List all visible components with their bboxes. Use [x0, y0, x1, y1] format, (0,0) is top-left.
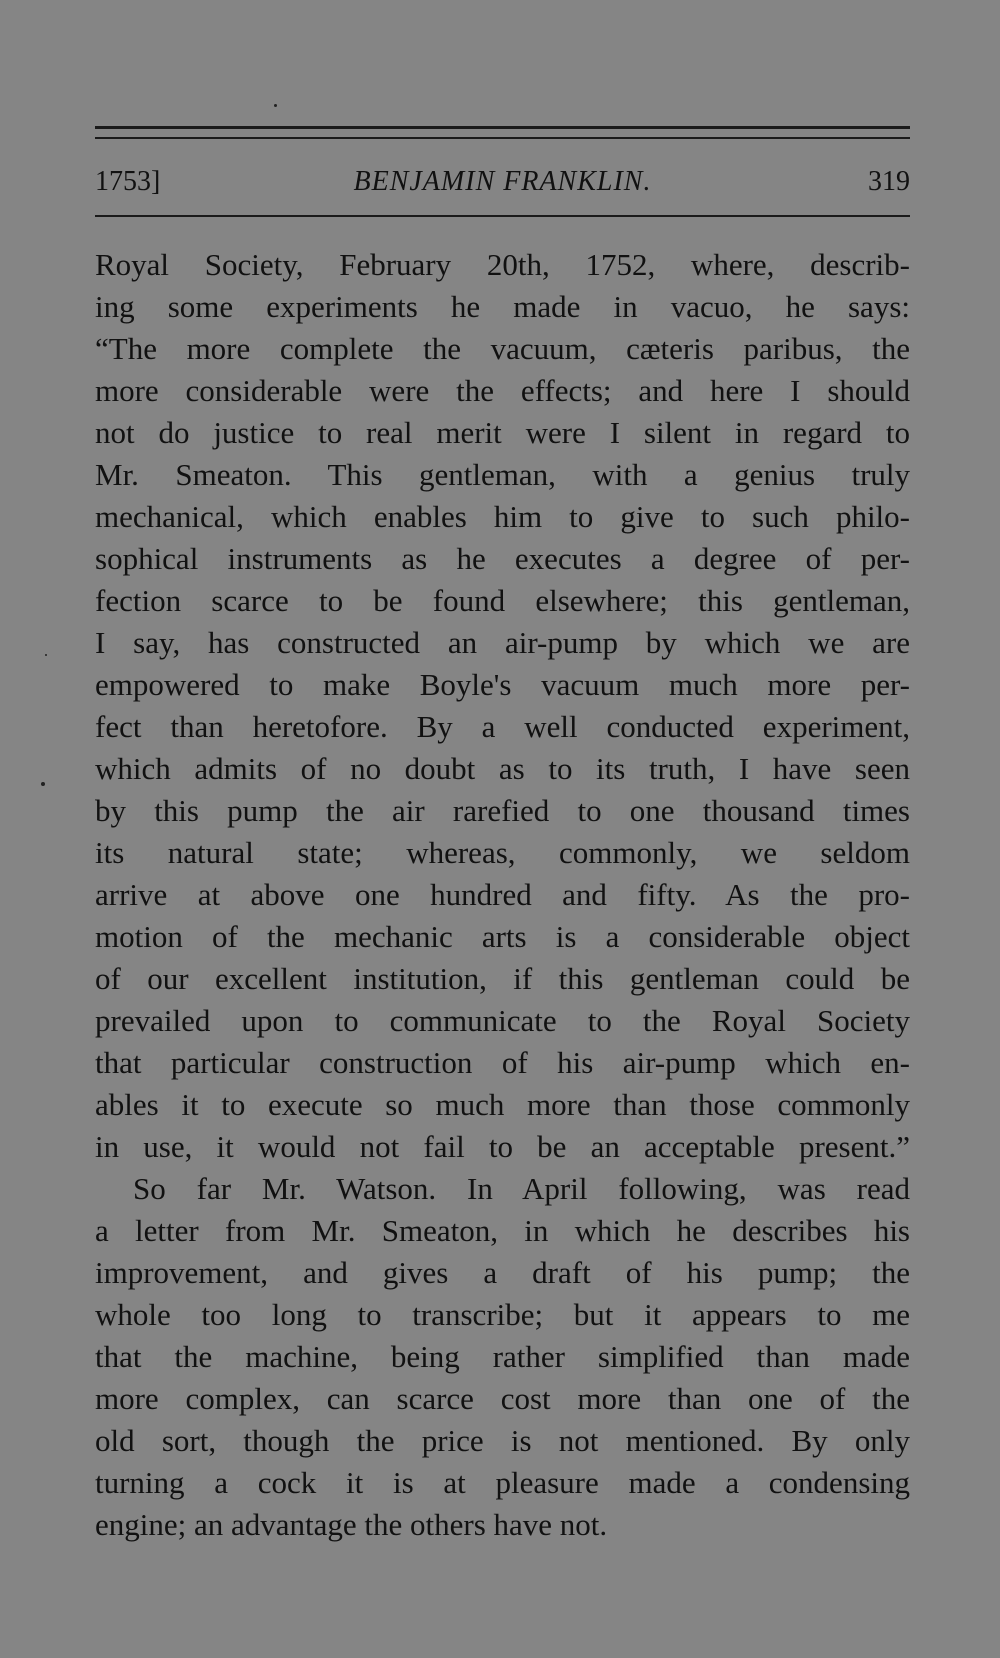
- text-line: empowered to make Boyle's vacuum much more per-: [95, 667, 910, 702]
- print-speck: [274, 104, 277, 107]
- text-line: sophical instruments as he executes a degree of per-: [95, 541, 910, 576]
- header-title: BENJAMIN FRANKLIN.: [353, 166, 652, 197]
- text-line: ing some experiments he made in vacuo, he says:: [95, 289, 910, 324]
- page-number: 319: [868, 166, 910, 197]
- text-line: improvement, and gives a draft of his pump; the: [95, 1255, 910, 1290]
- text-line: I say, has constructed an air-pump by which we are: [95, 625, 910, 660]
- header-year: 1753]: [95, 166, 161, 197]
- text-line: that the machine, being rather simplified than made: [95, 1339, 910, 1374]
- running-head: [95, 162, 910, 202]
- top-rule: [95, 126, 910, 129]
- text-line: that particular construction of his air-pump which en-: [95, 1045, 910, 1080]
- text-line: motion of the mechanic arts is a considerable object: [95, 919, 910, 954]
- text-line: by this pump the air rarefied to one thousand times: [95, 793, 910, 828]
- text-line: Mr. Smeaton. This gentleman, with a genius truly: [95, 457, 910, 492]
- text-line: a letter from Mr. Smeaton, in which he describes his: [95, 1213, 910, 1248]
- print-speck: [45, 654, 47, 656]
- header-rule: [95, 215, 910, 217]
- text-line: fect than heretofore. By a well conducted experiment,: [95, 709, 910, 744]
- top-rule-thin: [95, 137, 910, 139]
- text-line: more considerable were the effects; and here I should: [95, 373, 910, 408]
- book-page: [95, 0, 910, 1658]
- text-line: “The more complete the vacuum, cæteris paribus, the: [95, 331, 910, 366]
- text-line: which admits of no doubt as to its truth, I have seen: [95, 751, 910, 786]
- text-line: of our excellent institution, if this gentleman could be: [95, 961, 910, 996]
- text-line: fection scarce to be found elsewhere; this gentleman,: [95, 583, 910, 618]
- text-line: not do justice to real merit were I silent in regard to: [95, 415, 910, 450]
- text-line: prevailed upon to communicate to the Royal Society: [95, 1003, 910, 1038]
- print-speck: [41, 782, 45, 786]
- text-line: whole too long to transcribe; but it appears to me: [95, 1297, 910, 1332]
- text-line: mechanical, which enables him to give to such philo-: [95, 499, 910, 534]
- paragraph-start-line: So far Mr. Watson. In April following, was read: [133, 1171, 910, 1206]
- text-line: Royal Society, February 20th, 1752, where, describ-: [95, 247, 910, 282]
- text-line: ables it to execute so much more than those commonly: [95, 1087, 910, 1122]
- text-line: old sort, though the price is not mentioned. By only: [95, 1423, 910, 1458]
- text-line: turning a cock it is at pleasure made a condensing: [95, 1465, 910, 1500]
- text-line: arrive at above one hundred and fifty. As the pro-: [95, 877, 910, 912]
- text-line: more complex, can scarce cost more than one of the: [95, 1381, 910, 1416]
- text-line: its natural state; whereas, commonly, we seldom: [95, 835, 910, 870]
- body-text: [95, 244, 910, 1546]
- text-line: engine; an advantage the others have not.: [95, 1507, 608, 1542]
- text-line: in use, it would not fail to be an acceptable present.”: [95, 1129, 910, 1164]
